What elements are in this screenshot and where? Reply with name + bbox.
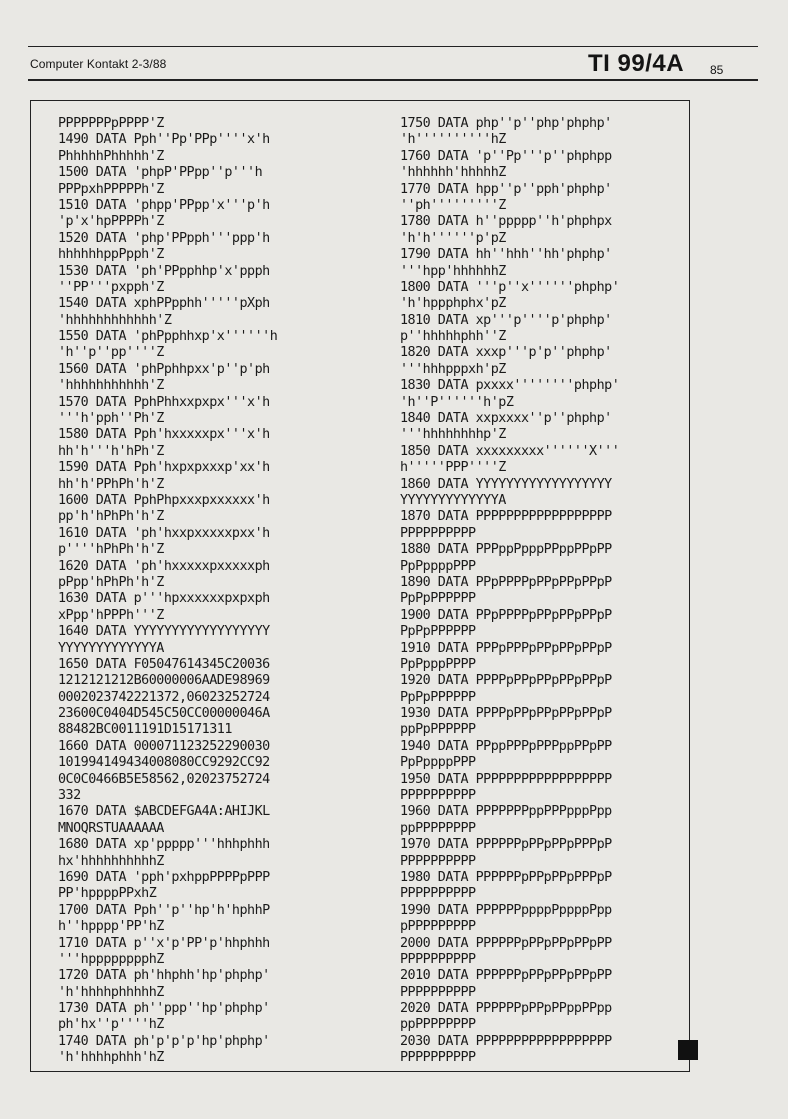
code-line: h''hpppp'PP'hZ [58, 919, 164, 935]
code-line: 1500 DATA 'phpP'PPpp''p'''h [58, 165, 263, 181]
header-rule-bottom [28, 79, 758, 81]
code-line: 1670 DATA $ABCDEFGA4A:AHIJKL [58, 804, 270, 820]
code-line: YYYYYYYYYYYYYA [400, 492, 506, 508]
code-line: 2030 DATA PPPPPPPPPPPPPPPPPP [400, 1033, 612, 1049]
header-rule-top [28, 46, 758, 47]
code-line: 'p'x'hpPPPPh'Z [58, 214, 164, 230]
code-line: PPPPPPPPPP [400, 886, 476, 902]
code-line: 1740 DATA ph'p'p'p'hp'phphp' [58, 1033, 270, 1049]
code-line: 1790 DATA hh''hhh''hh'phphp' [400, 247, 612, 263]
code-line: 'h''''''''''hZ [400, 132, 506, 148]
code-line: ''PP'''pxpph'Z [58, 279, 164, 295]
code-line: 23600C0404D545C50CC00000046A [58, 706, 270, 722]
code-line: '''hpppppppphZ [58, 951, 164, 967]
code-line: PpPpppPPPP [400, 656, 476, 672]
code-line: ppPPPPPPPP [400, 820, 476, 836]
listing-column-right [400, 116, 690, 1067]
code-line: 1570 DATA PphPhhxxpxpx'''x'h [58, 394, 270, 410]
code-line: 1860 DATA YYYYYYYYYYYYYYYYYY [400, 476, 612, 492]
code-line: 1810 DATA xp'''p''''p'phphp' [400, 312, 612, 328]
code-line: 1920 DATA PPPPpPPpPPpPPpPPpP [400, 673, 612, 689]
code-line: 1950 DATA PPPPPPPPPPPPPPPPPP [400, 771, 612, 787]
code-line: 1530 DATA 'ph'PPpphhp'x'ppph [58, 263, 270, 279]
code-line: 1890 DATA PPpPPPPpPPpPPpPPpP [400, 574, 612, 590]
code-line: PPPPPPPPPP [400, 853, 476, 869]
code-line: 'h'h''''''p'pZ [400, 230, 506, 246]
code-line: 'h'hhhhphhhhhZ [58, 984, 164, 1000]
code-line: 1600 DATA PphPhpxxxpxxxxxx'h [58, 492, 270, 508]
code-line: 1800 DATA '''p''x''''''phphp' [400, 279, 620, 295]
page-number: 85 [710, 63, 724, 77]
code-line: '''hpp'hhhhhhZ [400, 263, 506, 279]
code-line: xPpp'hPPPh'''Z [58, 607, 164, 623]
code-line: hx'hhhhhhhhhhZ [58, 853, 164, 869]
code-line: PPPpxhPPPPPh'Z [58, 181, 164, 197]
code-line: 1850 DATA xxxxxxxxx''''''X''' [400, 443, 620, 459]
code-line: PpPppppPPP [400, 558, 476, 574]
end-of-article-mark [678, 1040, 698, 1060]
code-line: 2010 DATA PPPPPPpPPpPPpPPpPP [400, 968, 612, 984]
code-line: PPPPPPPPPP [400, 984, 476, 1000]
code-line: PPPPPPPPPP [400, 951, 476, 967]
code-line: pPPPPPPPPP [400, 919, 476, 935]
code-line: PpPpPPPPPP [400, 624, 476, 640]
code-line: 1540 DATA xphPPpphh'''''pXph [58, 296, 270, 312]
code-line: ''ph'''''''''Z [400, 197, 506, 213]
code-line: YYYYYYYYYYYYYA [58, 640, 164, 656]
code-line: 2000 DATA PPPPPPpPPpPPpPPpPP [400, 935, 612, 951]
code-line: 1730 DATA ph''ppp''hp'phphp' [58, 1001, 270, 1017]
code-line: 1760 DATA 'p''Pp'''p''phphpp [400, 148, 612, 164]
code-line: 1990 DATA PPPPPPppppPppppPpp [400, 902, 612, 918]
code-line: p''''hPhPh'h'Z [58, 542, 164, 558]
code-line: 1620 DATA 'ph'hxxxxxpxxxxxph [58, 558, 270, 574]
code-line: 'h'hhhhphhh'hZ [58, 1050, 164, 1066]
code-line: 'hhhhhhhhhhh'Z [58, 378, 164, 394]
code-line: 1640 DATA YYYYYYYYYYYYYYYYYY [58, 624, 270, 640]
code-line: 1510 DATA 'phpp'PPpp'x'''p'h [58, 197, 270, 213]
magazine-issue: Computer Kontakt 2-3/88 [30, 57, 167, 71]
code-line: PpPpPPPPPP [400, 591, 476, 607]
code-line: 1650 DATA F05047614345C20036 [58, 656, 270, 672]
code-line: '''hhhpppxh'pZ [400, 361, 506, 377]
code-line: 1550 DATA 'phPpphhxp'x''''''h [58, 329, 278, 345]
code-line: 1870 DATA PPPPPPPPPPPPPPPPPP [400, 509, 612, 525]
code-line: hh'h'PPhPh'h'Z [58, 476, 164, 492]
code-line: PPPPPPPPPP [400, 525, 476, 541]
code-line: 'h'hppphphx'pZ [400, 296, 506, 312]
code-line: 1770 DATA hpp''p''pph'phphp' [400, 181, 612, 197]
code-line: 1490 DATA Pph''Pp'PPp''''x'h [58, 132, 270, 148]
code-line: 1610 DATA 'ph'hxxpxxxxxpxx'h [58, 525, 270, 541]
code-line: 1980 DATA PPPPPPpPPpPPpPPPpP [400, 869, 612, 885]
code-line: 1212121212B60000006AADE98969 [58, 673, 270, 689]
code-line: 1720 DATA ph'hhphh'hp'phphp' [58, 968, 270, 984]
code-line: 101994149434008080CC9292CC92 [58, 755, 270, 771]
code-line: pp'h'hPhPh'h'Z [58, 509, 164, 525]
listing-column-left [58, 116, 348, 1067]
code-line: 1750 DATA php''p''php'phphp' [400, 116, 612, 131]
code-line: 'h''p''pp''''Z [58, 345, 164, 361]
code-line: '''hhhhhhhhp'Z [400, 427, 506, 443]
code-line: 1830 DATA pxxxx''''''''phphp' [400, 378, 620, 394]
code-line: 1710 DATA p''x'p'PP'p'hhphhh [58, 935, 270, 951]
code-line: 1590 DATA Pph'hxpxpxxxp'xx'h [58, 460, 270, 476]
code-line: 1780 DATA h''ppppp''h'phphpx [400, 214, 612, 230]
code-line: 1910 DATA PPPpPPPpPPpPPpPPpP [400, 640, 612, 656]
code-line: 88482BC0011191D15171311 [58, 722, 232, 738]
code-line: ppPpPPPPPP [400, 722, 476, 738]
code-line: 'hhhhhhhhhhhh'Z [58, 312, 172, 328]
code-line: PP'hppppPPxhZ [58, 886, 157, 902]
code-line: ph'hx''p''''hZ [58, 1017, 164, 1033]
code-line: PhhhhhPhhhhh'Z [58, 148, 164, 164]
code-line: 1560 DATA 'phPphhpxx'p''p'ph [58, 361, 270, 377]
code-line: PPPPPPPPPP [400, 1050, 476, 1066]
code-line: PpPppppPPP [400, 755, 476, 771]
code-line: '''h'pph''Ph'Z [58, 411, 164, 427]
code-line: 332 [58, 788, 81, 804]
code-line: 0C0C0466B5E58562,02023752724 [58, 771, 270, 787]
code-line: 1520 DATA 'php'PPpph'''ppp'h [58, 230, 270, 246]
code-line: 1900 DATA PPpPPPPpPPpPPpPPpP [400, 607, 612, 623]
code-line: 1680 DATA xp'ppppp'''hhhphhh [58, 837, 270, 853]
code-line: ppPPPPPPPP [400, 1017, 476, 1033]
code-line: 1960 DATA PPPPPPPppPPPpppPpp [400, 804, 612, 820]
code-line: 0002023742221372,06023252724 [58, 689, 270, 705]
page-header [0, 0, 788, 100]
code-line: 'hhhhhh'hhhhhZ [400, 165, 506, 181]
code-line: PPPPPPPPPP [400, 788, 476, 804]
code-line: 1940 DATA PPppPPPpPPPppPPpPP [400, 738, 612, 754]
code-line: 1820 DATA xxxp'''p'p''phphp' [400, 345, 612, 361]
code-line: MNOQRSTUAAAAAA [58, 820, 164, 836]
code-line: 1700 DATA Pph''p''hp'h'hphhP [58, 902, 270, 918]
code-line: 'h''P''''''h'pZ [400, 394, 514, 410]
code-line: hhhhhhppPpph'Z [58, 247, 164, 263]
code-line: 1690 DATA 'pph'pxhppPPPPpPPP [58, 869, 270, 885]
code-line: 1630 DATA p'''hpxxxxxxpxpxph [58, 591, 270, 607]
code-line: PpPpPPPPPP [400, 689, 476, 705]
code-line: 1970 DATA PPPPPPpPPpPPpPPPpP [400, 837, 612, 853]
code-line: 1580 DATA Pph'hxxxxxpx'''x'h [58, 427, 270, 443]
code-line: PPPPPPPpPPPP'Z [58, 116, 164, 131]
code-line: pPpp'hPhPh'h'Z [58, 574, 164, 590]
code-line: 1840 DATA xxpxxxx''p''phphp' [400, 411, 612, 427]
code-line: p''hhhhhphh''Z [400, 329, 506, 345]
code-line: 1930 DATA PPPPpPPpPPpPPpPPpP [400, 706, 612, 722]
code-line: 1660 DATA 000071123252290030 [58, 738, 270, 754]
code-line: hh'h'''h'hPh'Z [58, 443, 164, 459]
section-title: TI 99/4A [588, 50, 685, 77]
code-line: 1880 DATA PPPppPpppPPppPPpPP [400, 542, 612, 558]
code-line: h'''''PPP''''Z [400, 460, 506, 476]
code-line: 2020 DATA PPPPPPpPPpPPppPPpp [400, 1001, 612, 1017]
